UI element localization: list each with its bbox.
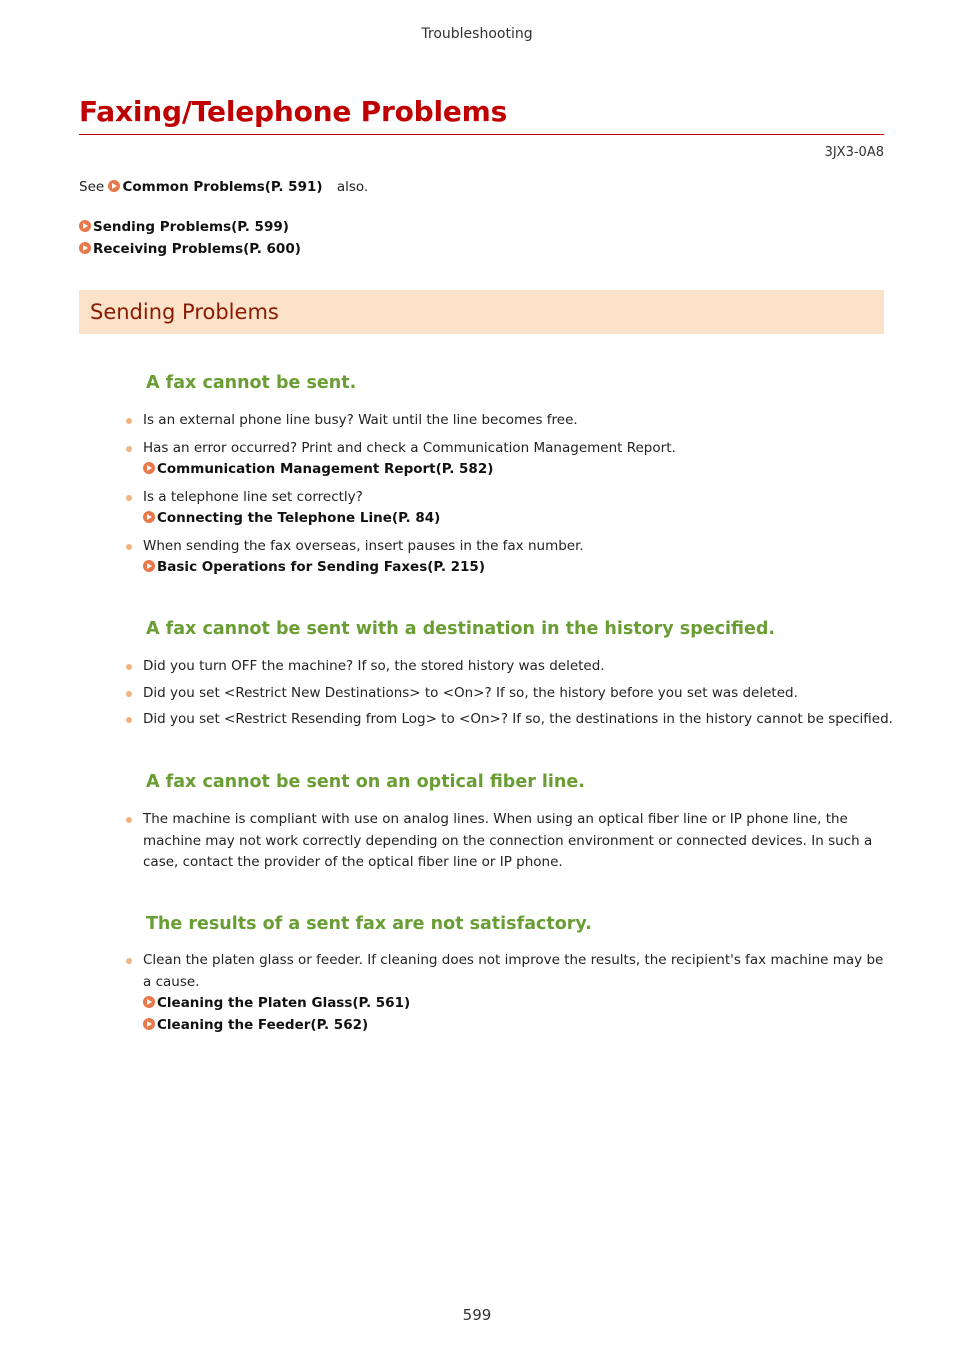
section-banner (79, 290, 884, 334)
toc-link-receiving-problems[interactable]: Receiving Problems(P. 600) (79, 238, 301, 260)
bullet-list-optical-fiber (125, 809, 885, 880)
bullet-dot-icon (126, 495, 132, 501)
subsection-heading-optical-fiber: A fax cannot be sent on an optical fiber line. (146, 772, 585, 792)
bullet-dot-icon (126, 958, 132, 964)
page-number: 599 (462, 1306, 492, 1324)
see-also-line (79, 179, 368, 195)
section-toc (79, 216, 301, 260)
arrow-right-circle-icon (79, 242, 91, 254)
list-item: Is a telephone line set correctly? Connecting the Telephone Line(P. 84) (125, 487, 885, 530)
page-title: Faxing/Telephone Problems (79, 95, 508, 128)
list-item: When sending the fax overseas, insert pauses in the fax number. Basic Operations for Sending Faxes(P. 215) (125, 536, 885, 579)
connecting-telephone-line-link[interactable]: Connecting the Telephone Line(P. 84) (143, 508, 885, 530)
bullet-dot-icon (126, 691, 132, 697)
list-item: The machine is compliant with use on analog lines. When using an optical fiber line or IP phone line, the machine may not work correctly depending on the connection environment or connected devices. In such a case, contact the provider of the optical fiber line or IP phone. (125, 809, 885, 874)
see-also-suffix: also. (336, 179, 369, 195)
bullet-dot-icon (126, 446, 132, 452)
arrow-right-circle-icon (108, 180, 120, 192)
title-divider (79, 134, 884, 135)
subsection-heading-results-not-satisfactory: The results of a sent fax are not satisfactory. (146, 914, 592, 934)
bullet-list-results-not-satisfactory (125, 950, 885, 1042)
common-problems-link[interactable] (108, 179, 322, 195)
list-item: Did you turn OFF the machine? If so, the stored history was deleted. (125, 656, 885, 678)
cleaning-platen-glass-link[interactable]: Cleaning the Platen Glass(P. 561) (143, 993, 885, 1015)
bullet-dot-icon (126, 664, 132, 670)
basic-operations-sending-faxes-link[interactable]: Basic Operations for Sending Faxes(P. 215) (143, 557, 885, 579)
bullet-dot-icon (126, 544, 132, 550)
toc-link-sending-problems[interactable]: Sending Problems(P. 599) (79, 216, 301, 238)
list-item: Did you set <Restrict Resending from Log> to <On>? If so, the destinations in the history cannot be specified. (125, 709, 885, 731)
document-id: 3JX3-0A8 (824, 145, 884, 160)
see-also-prefix: See (79, 179, 105, 195)
cleaning-feeder-link[interactable]: Cleaning the Feeder(P. 562) (143, 1015, 885, 1037)
subsection-heading-history-destination: A fax cannot be sent with a destination in the history specified. (146, 619, 776, 639)
list-item: Did you set <Restrict New Destinations> to <On>? If so, the history before you set was deleted. (125, 683, 885, 705)
bullet-dot-icon (126, 717, 132, 723)
list-item: Clean the platen glass or feeder. If cleaning does not improve the results, the recipient's fax machine may be a cause. Cleaning the Platen Glass(P. 561) Cleaning the Feeder(P. 562) (125, 950, 885, 1036)
bullet-dot-icon (126, 418, 132, 424)
bullet-list-history-destination (125, 656, 893, 736)
arrow-right-circle-icon (143, 462, 155, 474)
arrow-right-circle-icon (143, 1018, 155, 1030)
arrow-right-circle-icon (79, 220, 91, 232)
section-title: Sending Problems (90, 300, 279, 324)
arrow-right-circle-icon (143, 560, 155, 572)
communication-management-report-link[interactable]: Communication Management Report(P. 582) (143, 459, 885, 481)
list-item: Has an error occurred? Print and check a Communication Management Report. Communication Management Report(P. 582) (125, 438, 885, 481)
list-item: Is an external phone line busy? Wait until the line becomes free. (125, 410, 885, 432)
arrow-right-circle-icon (143, 996, 155, 1008)
bullet-list-fax-cannot-be-sent (125, 410, 885, 585)
running-header: Troubleshooting (421, 26, 533, 42)
common-problems-link-label: Common Problems(P. 591) (122, 179, 323, 195)
bullet-dot-icon (126, 817, 132, 823)
arrow-right-circle-icon (143, 511, 155, 523)
subsection-heading-fax-cannot-be-sent: A fax cannot be sent. (146, 373, 357, 393)
